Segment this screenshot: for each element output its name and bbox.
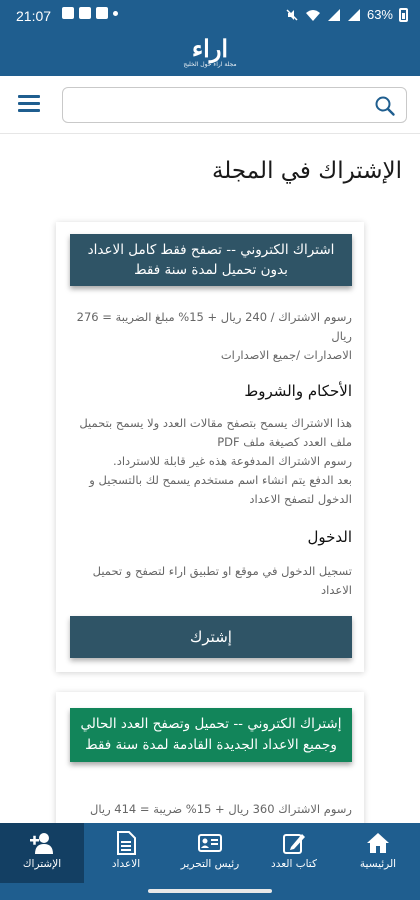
search-box[interactable] (62, 87, 407, 123)
notification-icons (62, 7, 118, 19)
page-title: الإشتراك في المجلة (211, 158, 402, 184)
plan-price: رسوم الاشتراك / 240 ريال + 15% مبلغ الضريبة = 276 ريال (76, 310, 352, 343)
mute-icon (285, 8, 299, 22)
nav-issues[interactable] (84, 823, 168, 883)
logo-subtext: مجلة اراء حول الخليج (183, 61, 237, 68)
wifi-icon (305, 8, 321, 22)
status-bar (0, 0, 420, 30)
nav-label: الرئيسية (359, 858, 397, 870)
hamburger-menu-button[interactable] (18, 95, 44, 115)
subscribe-button[interactable]: إشترك (70, 616, 352, 658)
nav-subscription[interactable] (0, 823, 84, 883)
plan-price: رسوم الاشتراك 360 ريال + 15% ضريبة = 414 ريال (90, 802, 352, 816)
calendar-icon (96, 7, 108, 19)
logo-text: اراء (191, 34, 229, 63)
gallery-icon (62, 7, 74, 19)
signal-2-icon (347, 8, 361, 22)
gesture-handle[interactable] (148, 889, 272, 893)
nav-editor-in-chief[interactable] (168, 823, 252, 883)
nav-issue-writers[interactable] (252, 823, 336, 883)
app-header (0, 30, 420, 76)
menu-line (18, 95, 40, 98)
plan-title-banner: اشتراك الكتروني -- تصفح فقط كامل الاعداد بدون تحميل لمدة سنة فقط (70, 234, 352, 286)
login-heading: الدخول (307, 528, 352, 546)
id-card-icon (197, 830, 223, 856)
dot-icon (113, 11, 118, 16)
pen-edit-icon (281, 830, 307, 856)
messenger-icon (79, 7, 91, 19)
terms-text: هذا الاشتراك يسمح بتصفح مقالات العدد ولا يسمح بتحميل ملف العدد كصيغة ملف PDF رسوم الاشتراك المدفوعة هذه غير قابلة للاسترداد. بعد الدفع يتم انشاء اسم مستخدم يسمح لك بالتسجيل و الدخول لتصفح الاعداد (79, 416, 352, 506)
add-user-icon (29, 830, 55, 856)
bottom-navigation (0, 823, 420, 883)
home-icon (365, 830, 391, 856)
search-input[interactable] (71, 92, 361, 118)
app-logo[interactable] (183, 34, 237, 69)
status-time: 21:07 (16, 8, 52, 24)
nav-label: الإشتراك (22, 858, 62, 870)
system-icons (285, 7, 408, 22)
nav-label: كتاب العدد (271, 858, 317, 870)
menu-line (18, 109, 40, 112)
search-icon[interactable] (374, 95, 396, 117)
plan-editions-note: الاصدارات /جميع الاصدارات (220, 348, 352, 362)
nav-label: الاعداد (111, 858, 141, 870)
document-icon (113, 830, 139, 856)
signal-icon (327, 8, 341, 22)
battery-percent: 63% (366, 7, 393, 22)
plan-title-banner: إشتراك الكتروني -- تحميل وتصفح العدد الحالي وجميع الاعداد الجديدة القادمة لمدة سنة فقط (70, 708, 352, 762)
terms-heading: الأحكام والشروط (244, 382, 352, 400)
menu-line (18, 102, 40, 105)
gesture-area (0, 883, 420, 900)
nav-home[interactable] (336, 823, 420, 883)
nav-label: رئيس التحرير (180, 858, 240, 870)
search-bar (0, 76, 420, 134)
battery-icon (399, 8, 408, 22)
plan-card-browse-only (56, 222, 364, 672)
plan-card-download (56, 692, 364, 842)
login-text: تسجيل الدخول في موقع او تطبيق اراء لتصفح و تحميل الاعداد (92, 564, 352, 597)
